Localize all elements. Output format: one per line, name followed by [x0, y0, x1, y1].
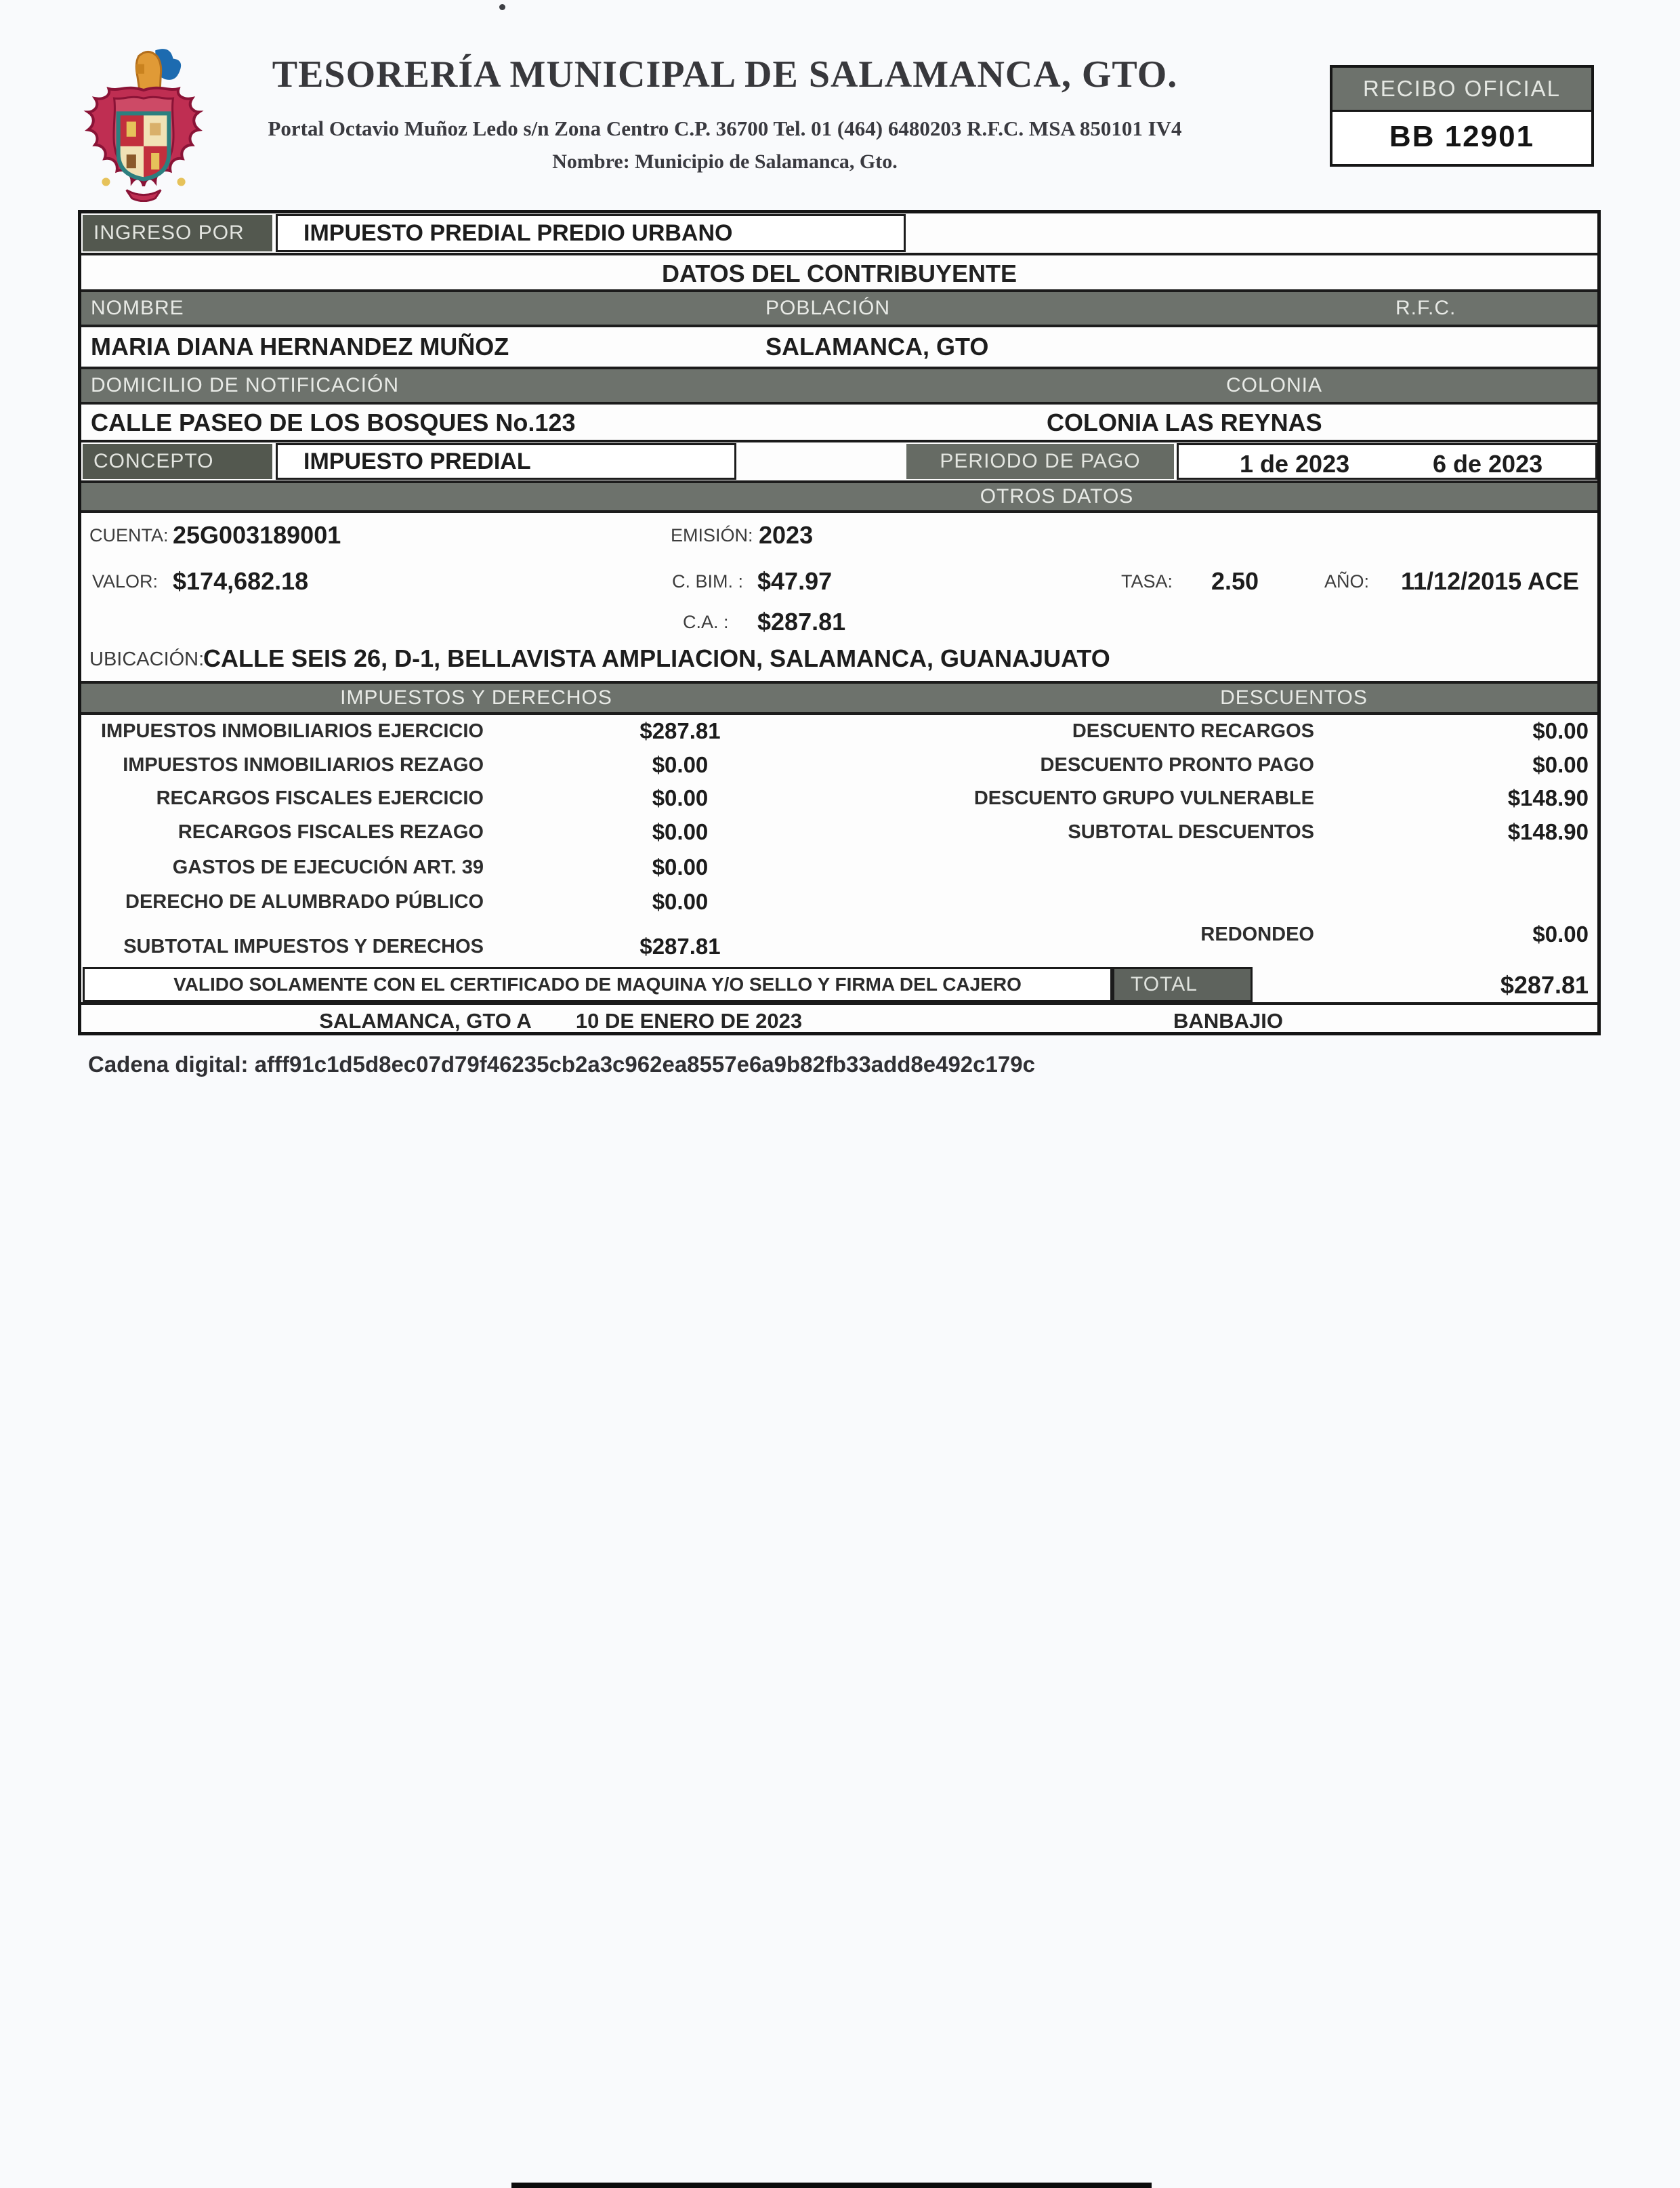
item-value: $0.00: [652, 819, 709, 844]
concepto-label: CONCEPTO: [83, 444, 272, 479]
domicilio-value: CALLE PASEO DE LOS BOSQUES No.123: [91, 409, 576, 436]
colonia-label: COLONIA: [1226, 374, 1323, 396]
anio-value: 11/12/2015 ACE: [1401, 567, 1579, 595]
nombre-label: NOMBRE: [91, 297, 184, 319]
poblacion-value: SALAMANCA, GTO: [765, 333, 989, 360]
colonia-value: COLONIA LAS REYNAS: [1047, 409, 1322, 436]
valor-value: $174,682.18: [173, 567, 309, 595]
item-value: $287.81: [639, 718, 721, 743]
periodo-inicio: 1 de 2023: [1240, 450, 1350, 478]
scan-artifact-dot: [499, 4, 505, 10]
periodo-values-box: [1177, 443, 1597, 480]
subtotal-value: $287.81: [639, 934, 721, 959]
item-label: IMPUESTOS INMOBILIARIOS EJERCICIO: [100, 720, 484, 742]
ubicacion-label: UBICACIÓN:: [89, 648, 205, 670]
poblacion-label: POBLACIÓN: [765, 297, 891, 319]
otros-datos-band: [81, 480, 1597, 513]
item-value: $0.00: [652, 752, 709, 777]
recibo-oficial-label: RECIBO OFICIAL: [1332, 68, 1591, 112]
fecha-text: 10 DE ENERO DE 2023: [575, 1009, 803, 1033]
salamanca-coat-of-arms-logo: [79, 41, 209, 202]
subtotal-value: $148.90: [1507, 819, 1589, 844]
header-address: Portal Octavio Muñoz Ledo s/n Zona Centro C.P. 36700 Tel. 01 (464) 6480203 R.F.C. MSA 850101 IV4: [268, 117, 1182, 140]
ca-label: C.A. :: [683, 612, 729, 632]
item-label: DERECHO DE ALUMBRADO PÚBLICO: [125, 891, 484, 913]
cadena-digital-value: afff91c1d5d8ec07d79f46235cb2a3c962ea8557e6a9b82fb33add8e492c179c: [254, 1052, 1035, 1077]
total-value: $287.81: [1500, 971, 1589, 999]
ingreso-por-row: [81, 213, 1597, 255]
item-label: GASTOS DE EJECUCIÓN ART. 39: [172, 856, 484, 878]
emision-label: EMISIÓN:: [671, 525, 753, 545]
concepto-value: IMPUESTO PREDIAL: [276, 443, 736, 480]
item-label: RECARGOS FISCALES EJERCICIO: [156, 787, 484, 809]
labels-band-nombre: [81, 289, 1597, 327]
nombre-value: MARIA DIANA HERNANDEZ MUÑOZ: [91, 333, 509, 360]
periodo-label: PERIODO DE PAGO: [906, 444, 1174, 479]
ingreso-por-label: INGRESO POR: [83, 215, 272, 251]
banco-text: BANBAJIO: [1173, 1009, 1283, 1033]
total-label: TOTAL: [1112, 967, 1253, 1002]
periodo-fin: 6 de 2023: [1433, 450, 1543, 478]
ubicacion-value: CALLE SEIS 26, D-1, BELLAVISTA AMPLIACION, SALAMANCA, GUANAJUATO: [203, 644, 1110, 672]
tasa-value: 2.50: [1211, 567, 1259, 595]
item-value: $148.90: [1507, 785, 1589, 810]
item-label: DESCUENTO RECARGOS: [1072, 720, 1314, 742]
values-row-nombre: [81, 330, 1597, 364]
item-label: IMPUESTOS INMOBILIARIOS REZAGO: [123, 754, 484, 776]
item-value: $0.00: [652, 854, 709, 880]
subtotal-label: SUBTOTAL DESCUENTOS: [1068, 821, 1314, 843]
item-label: DESCUENTO GRUPO VULNERABLE: [973, 787, 1314, 809]
item-value: $0.00: [1532, 752, 1589, 777]
tasa-label: TASA:: [1121, 571, 1173, 592]
cadena-digital-label: Cadena digital:: [88, 1052, 249, 1077]
emision-value: 2023: [759, 521, 814, 549]
subtotal-label: SUBTOTAL IMPUESTOS Y DERECHOS: [123, 936, 484, 957]
otros-datos-content: [81, 513, 1597, 681]
page-title: TESORERÍA MUNICIPAL DE SALAMANCA, GTO.: [272, 54, 1178, 96]
ca-value: $287.81: [757, 608, 846, 636]
valor-label: VALOR:: [92, 571, 159, 592]
item-value: $0.00: [652, 785, 709, 810]
domicilio-label: DOMICILIO DE NOTIFICACIÓN: [91, 374, 400, 396]
cuenta-label: CUENTA:: [89, 525, 169, 545]
labels-band-domicilio: [81, 367, 1597, 405]
ingreso-por-value: IMPUESTO PREDIAL PREDIO URBANO: [276, 214, 906, 252]
impuestos-section-title: IMPUESTOS Y DERECHOS: [340, 686, 612, 709]
scan-artifact-strip: [511, 2183, 1152, 2188]
otros-datos-title: OTROS DATOS: [980, 485, 1134, 508]
sections-band: [81, 681, 1597, 715]
cuenta-value: 25G003189001: [173, 521, 341, 549]
receipt-table: [78, 210, 1601, 1035]
valido-note: VALIDO SOLAMENTE CON EL CERTIFICADO DE MAQUINA Y/O SELLO Y FIRMA DEL CAJERO: [83, 967, 1112, 1002]
item-label: DESCUENTO PRONTO PAGO: [1040, 754, 1314, 776]
item-value: $0.00: [1532, 718, 1589, 743]
concepto-row: [81, 440, 1597, 480]
redondeo-value: $0.00: [1532, 922, 1589, 947]
cbim-label: C. BIM. :: [672, 571, 744, 592]
lugar-text: SALAMANCA, GTO A: [319, 1009, 532, 1033]
header-name-line: Nombre: Municipio de Salamanca, Gto.: [552, 150, 898, 173]
recibo-folio-number: BB 12901: [1389, 119, 1535, 153]
cadena-digital-line: [88, 1052, 1035, 1077]
item-label: RECARGOS FISCALES REZAGO: [177, 821, 484, 843]
recibo-oficial-box: [1330, 65, 1594, 167]
redondeo-label: REDONDEO: [1200, 924, 1314, 945]
cbim-value: $47.97: [757, 567, 833, 595]
item-value: $0.00: [652, 889, 709, 914]
rfc-label: R.F.C.: [1395, 297, 1456, 319]
values-row-domicilio: [81, 407, 1597, 438]
contribuyente-section-title: DATOS DEL CONTRIBUYENTE: [661, 260, 1017, 287]
descuentos-section-title: DESCUENTOS: [1220, 686, 1368, 709]
anio-label: AÑO:: [1324, 571, 1370, 592]
fecha-row: [81, 1002, 1597, 1032]
